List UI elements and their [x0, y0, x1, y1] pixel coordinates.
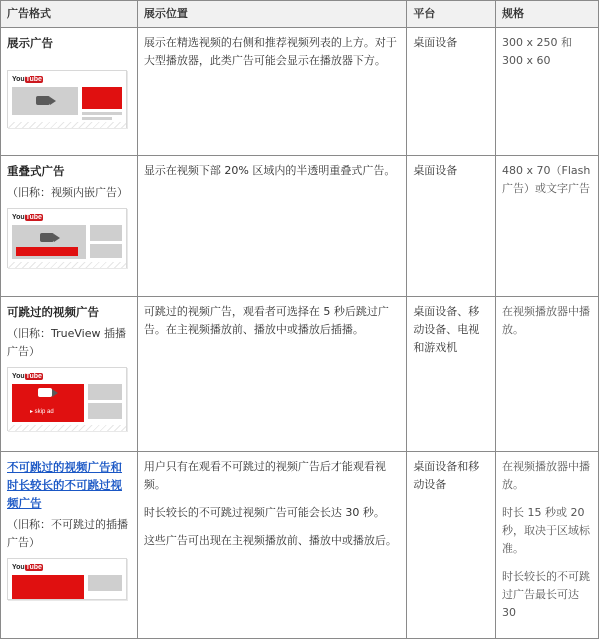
- table-row: [1, 297, 599, 452]
- format-name: 重叠式广告: [7, 164, 65, 178]
- skippable-ad-thumbnail: [7, 367, 127, 431]
- spec-cell: 在视频播放器中播放。: [496, 297, 599, 452]
- youtube-logo: YouTube: [12, 564, 42, 571]
- table-row: [1, 452, 599, 639]
- display-ad-block: [82, 87, 122, 109]
- header-format: 广告格式: [1, 1, 138, 28]
- header-platform: 平台: [407, 1, 496, 28]
- video-camera-icon: [40, 233, 54, 242]
- spec-cell: 在视频播放器中播放。 时长 15 秒或 20 秒，取决于区域标准。 时长较长的不可跳过广告最长可达 30: [496, 452, 599, 639]
- former-name: （旧称：TrueView 插播广告）: [7, 327, 126, 358]
- format-cell: [1, 28, 138, 156]
- format-name: 可跳过的视频广告: [7, 305, 99, 319]
- table-row: [1, 28, 599, 156]
- video-camera-icon: [38, 388, 52, 397]
- former-name: （旧称：不可跳过的插播广告）: [7, 518, 128, 549]
- header-spec: 规格: [496, 1, 599, 28]
- former-name: （旧称：视频内嵌广告）: [7, 186, 128, 199]
- format-cell: [1, 297, 138, 452]
- overlay-ad-thumbnail: [7, 208, 127, 268]
- youtube-logo: YouTube: [12, 373, 42, 380]
- display-ad-thumbnail: [7, 70, 127, 128]
- format-name: 展示广告: [7, 36, 53, 50]
- platform-cell: 桌面设备、移动设备、电视和游戏机: [407, 297, 496, 452]
- placement-cell: 可跳过的视频广告，观看者可选择在 5 秒后跳过广告。在主视频播放前、播放中或播放后插播。: [137, 297, 406, 452]
- video-camera-icon: [36, 96, 50, 105]
- non-skippable-ad-video: [12, 575, 84, 599]
- non-skippable-ads-link[interactable]: 不可跳过的视频广告和时长较长的不可跳过视频广告: [7, 460, 122, 510]
- format-cell: [1, 452, 138, 639]
- platform-cell: 桌面设备: [407, 28, 496, 156]
- placement-cell: 用户只有在观看不可跳过的视频广告后才能观看视频。 时长较长的不可跳过视频广告可能会长达 30 秒。 这些广告可出现在主视频播放前、播放中或播放后。: [137, 452, 406, 639]
- table-row: [1, 156, 599, 297]
- table-header-row: [1, 1, 599, 28]
- placement-cell: 展示在精选视频的右侧和推荐视频列表的上方。对于大型播放器，此类广告可能会显示在播放器下方。: [137, 28, 406, 156]
- spec-cell: 300 x 250 和 300 x 60: [496, 28, 599, 156]
- overlay-ad-block: [16, 247, 78, 256]
- platform-cell: 桌面设备和移动设备: [407, 452, 496, 639]
- format-cell: [1, 156, 138, 297]
- header-placement: 展示位置: [137, 1, 406, 28]
- placement-cell: 显示在视频下部 20% 区域内的半透明重叠式广告。: [137, 156, 406, 297]
- spec-cell: 480 x 70（Flash 广告）或文字广告: [496, 156, 599, 297]
- youtube-logo: YouTube: [12, 214, 42, 221]
- non-skippable-ad-thumbnail: [7, 558, 127, 600]
- skip-ad-label: ▸ skip ad: [30, 409, 54, 415]
- platform-cell: 桌面设备: [407, 156, 496, 297]
- youtube-logo: YouTube: [12, 76, 42, 83]
